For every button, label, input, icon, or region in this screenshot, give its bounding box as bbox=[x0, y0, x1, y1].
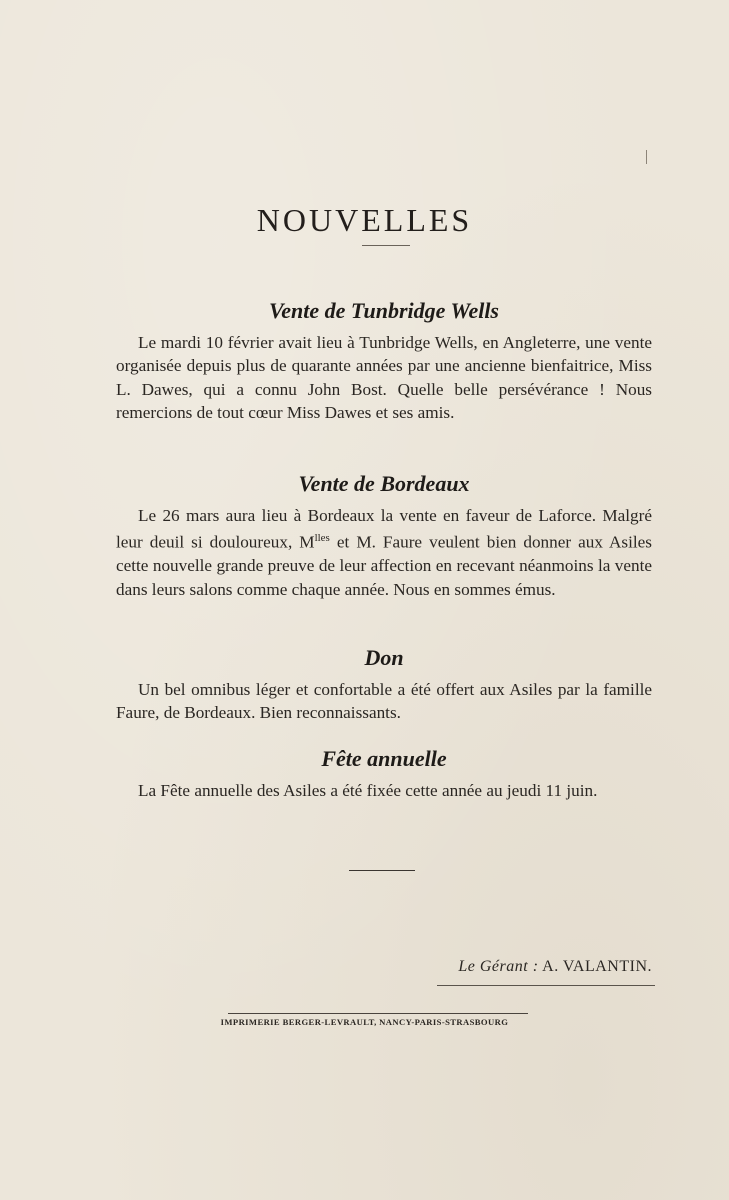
section-body: Le mardi 10 février avait lieu à Tunbridge Wells, en Angleterre, une vente organisée depuis plus de quarante années par une ancienne bienfaitrice, Miss L. Dawes, qui a connu John Bost. Quelle belle persévérance ! Nous remercions de tout cœur Miss Dawes et ses amis. bbox=[116, 333, 652, 422]
section-heading: Vente de Bordeaux bbox=[298, 471, 470, 496]
end-divider bbox=[349, 870, 415, 871]
body-superscript: lles bbox=[314, 532, 330, 545]
body-text: Le 26 mars aura lieu à Bordeaux la vente en faveur de Laforce. Malgré leur deuil si douloureux, M bbox=[116, 506, 652, 553]
printer-imprint: IMPRIMERIE BERGER-LEVRAULT, NANCY-PARIS-STRASBOURG bbox=[220, 1017, 509, 1027]
section-heading: Don bbox=[364, 645, 404, 670]
section-don bbox=[116, 644, 652, 725]
body-text: et M. Faure veulent bien donner aux Asiles cette nouvelle grande preuve de leur affection en recevant néanmoins la vente dans leurs salons comme chaque année. Nous en sommes émus. bbox=[116, 533, 652, 599]
title-divider bbox=[362, 245, 410, 246]
printer-divider bbox=[228, 1013, 528, 1014]
section-fete-annuelle bbox=[116, 745, 652, 802]
section-tunbridge-wells bbox=[116, 297, 652, 424]
section-bordeaux bbox=[116, 470, 652, 601]
section-heading: Vente de Tunbridge Wells bbox=[269, 298, 499, 323]
signature-underline bbox=[437, 985, 655, 986]
signature-name: A. VALANTIN. bbox=[542, 958, 652, 975]
section-body: Un bel omnibus léger et confortable a été offert aux Asiles par la famille Faure, de Bordeaux. Bien reconnaissants. bbox=[116, 680, 652, 723]
signature bbox=[458, 958, 652, 976]
page-title: NOUVELLES bbox=[256, 202, 473, 239]
signature-role: Le Gérant : bbox=[458, 958, 539, 975]
section-body bbox=[116, 504, 652, 601]
paper-mark bbox=[646, 150, 647, 164]
section-heading: Fête annuelle bbox=[321, 746, 447, 771]
section-body: La Fête annuelle des Asiles a été fixée cette année au jeudi 11 juin. bbox=[138, 781, 598, 800]
